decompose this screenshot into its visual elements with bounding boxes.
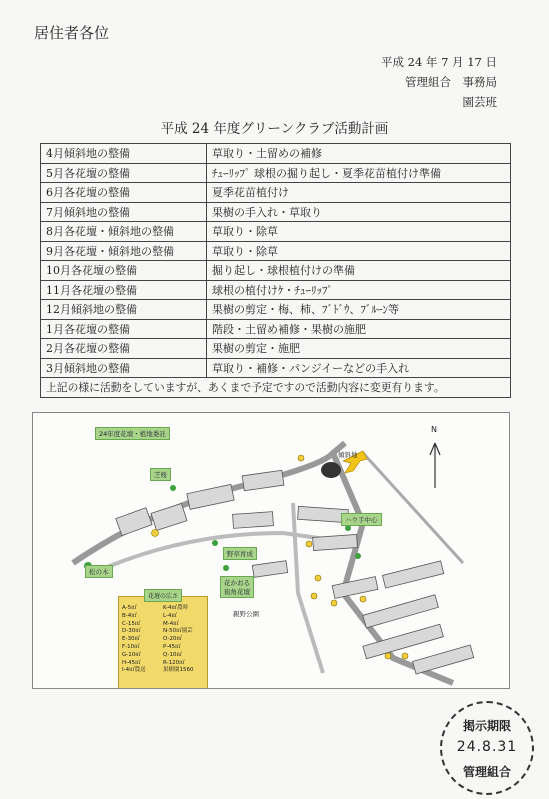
addressee: 居住者各位	[34, 24, 110, 42]
schedule-activity: 果樹の剪定・施肥	[207, 339, 511, 359]
legend-entry: M-4㎡	[163, 620, 179, 627]
north-label: N	[431, 425, 437, 434]
schedule-activity: 夏季花苗植付け	[207, 183, 511, 203]
wildflower-label: 野草育成	[223, 547, 257, 560]
schedule-activity: 草取り・補修・パンジイーなどの手入れ	[207, 358, 511, 378]
stamp-date: 24.8.31	[456, 739, 518, 755]
department: 園芸班	[462, 95, 497, 109]
legend-right-column	[163, 605, 194, 675]
flower-corner-label: 花かおる 街角花壇	[220, 576, 254, 598]
legend-entry: L-4㎡	[163, 612, 177, 619]
activity-table	[40, 143, 511, 398]
schedule-month: 11月各花壇の整備	[41, 280, 207, 300]
schedule-note: 上記の様に活動をしていますが、あくまで予定ですので活動内容に変更有ります。	[41, 378, 511, 398]
schedule-month: 12月傾斜地の整備	[41, 300, 207, 320]
schedule-activity: 階段・土留め補修・果樹の施肥	[207, 319, 511, 339]
schedule-activity: 果樹の剪定・梅、柿、ﾌﾞﾄﾞｳ、ﾌﾞﾙｰﾝ等	[207, 300, 511, 320]
legend-entry: Q-10㎡	[163, 651, 182, 658]
note-row	[41, 378, 511, 398]
schedule-row	[41, 300, 511, 320]
posting-stamp	[440, 701, 534, 795]
legend-entry: E-30㎡	[122, 636, 140, 643]
schedule-row	[41, 163, 511, 183]
schedule-row	[41, 280, 511, 300]
schedule-activity: 草取り・除草	[207, 222, 511, 242]
schedule-activity: 草取り・除草	[207, 241, 511, 261]
schedule-month: 6月各花壇の整備	[41, 183, 207, 203]
schedule-month: 8月各花壇・傾斜地の整備	[41, 222, 207, 242]
legend-entry: A-5㎡	[122, 605, 137, 611]
legend-entry: H-45㎡	[122, 659, 141, 666]
slope-label: 傾斜地	[338, 451, 358, 459]
schedule-month: 3月傾斜地の整備	[41, 358, 207, 378]
legend-entry: P-45㎡	[163, 643, 181, 650]
schedule-month: 5月各花壇の整備	[41, 163, 207, 183]
schedule-row	[41, 261, 511, 281]
document-title: 平成 24 年度グリーンクラブ活動計画	[160, 121, 389, 137]
legend-entry: N-50㎡園芸	[163, 628, 193, 635]
site-map	[32, 412, 510, 689]
schedule-month: 9月各花壇・傾斜地の整備	[41, 241, 207, 261]
schedule-row	[41, 241, 511, 261]
schedule-month: 7月傾斜地の整備	[41, 202, 207, 222]
legend-entry: I-4㎡農送	[122, 667, 146, 674]
legend-entry: O-20㎡	[163, 636, 182, 643]
schedule-row	[41, 358, 511, 378]
map-drawing	[33, 413, 509, 688]
legend-box	[118, 593, 208, 689]
schedule-row	[41, 222, 511, 242]
schedule-month: 2月各花壇の整備	[41, 339, 207, 359]
center-label: ハウ手中心	[341, 513, 382, 526]
legend-entry: G-10㎡	[122, 651, 141, 658]
map-title-label: 24年度花壇・植地委託	[95, 427, 170, 440]
schedule-month: 10月各花壇の整備	[41, 261, 207, 281]
schedule-activity: ﾁｭｰﾘｯﾌﾟ 球根の掘り起し・夏季花苗植付け準備	[207, 163, 511, 183]
schedule-activity: 球根の植付けｹ・ﾁｭｰﾘｯﾌﾟ	[207, 280, 511, 300]
organization: 管理組合 事務局	[405, 75, 497, 89]
legend-entry: 果樹園1560	[163, 667, 194, 674]
shiba-label: 芝桜	[150, 468, 171, 481]
schedule-row	[41, 202, 511, 222]
schedule-month: 4月傾斜地の整備	[41, 144, 207, 164]
schedule-activity: 草取り・土留めの補修	[207, 144, 511, 164]
legend-entry: D-30㎡	[122, 628, 141, 635]
schedule-month: 1月各花壇の整備	[41, 319, 207, 339]
matsu-label: 松の木	[85, 565, 113, 578]
issue-date: 平成 24 年 7 月 17 日	[380, 55, 497, 69]
legend-left-column	[122, 605, 146, 675]
schedule-activity: 掘り起し・球根植付けの準備	[207, 261, 511, 281]
schedule-row	[41, 319, 511, 339]
schedule-activity: 果樹の手入れ・草取り	[207, 202, 511, 222]
schedule-row	[41, 144, 511, 164]
legend-entry: F-10㎡	[122, 643, 140, 650]
legend-entry: R-120㎡	[163, 659, 185, 666]
stamp-line-3: 管理組合	[462, 765, 511, 779]
schedule-row	[41, 339, 511, 359]
park-label: 親野公園	[233, 610, 259, 618]
legend-entry: B-4㎡	[122, 612, 137, 619]
schedule-row	[41, 183, 511, 203]
stamp-line-1: 掲示期限	[462, 719, 511, 733]
legend-title: 花壇の広さ	[144, 589, 182, 602]
header-meta	[381, 52, 497, 112]
legend-entry: K-4㎡農時	[163, 605, 189, 611]
legend-entry: C-15㎡	[122, 620, 141, 627]
